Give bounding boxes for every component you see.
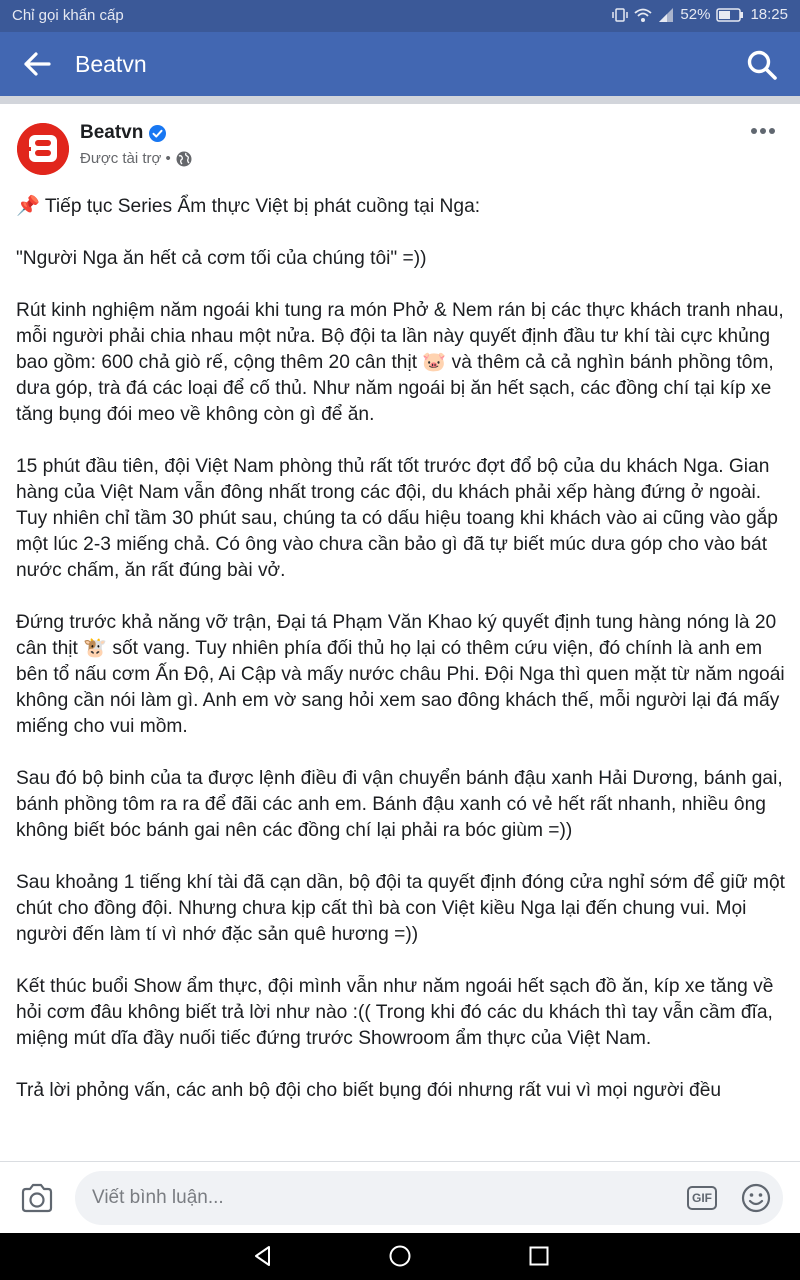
post-paragraph: Đứng trước khả năng vỡ trận, Đại tá Phạm Văn Khao ký quyết định tung hàng nóng là 20 cân thịt 🐮 sốt vang. Tuy nhiên phía đối thủ họ lại có thêm cứu viện, đó chính là anh em bên tổ nấu cơm Ấn Độ, Ai Cập và mấy nước châu Phi. Đội Nga thì quen mặt từ năm ngoái không cần nói làm gì. Anh em vờ sang hỏi xem sao đông khách thế, mỗi người lại đá mấy miếng cho vui mồm.	[16, 612, 785, 737]
gif-button[interactable]: GIF	[687, 1186, 717, 1210]
nav-home-icon[interactable]	[388, 1244, 412, 1268]
nav-back-icon[interactable]	[251, 1244, 275, 1268]
sponsored-label: Được tài trợ •	[80, 150, 171, 167]
beatvn-logo-icon	[17, 123, 69, 175]
status-icons	[612, 6, 788, 23]
post-paragraph: 15 phút đầu tiên, đội Việt Nam phòng thủ rất tốt trước đợt đổ bộ của du khách Nga. Gian hàng của Việt Nam vẫn đông nhất trong các đội, du khách phải xếp hàng đứng ở ngoài. Tuy nhiên chỉ tầm 30 phút sau, chúng ta có dấu hiệu toang khi khách vào ai cũng vào gắp một lúc 2-3 miếng chả. Có ông vào chưa cần bảo gì đã tự biết múc dưa góp cho vào bát nước chấm, ăn rất đúng bài vở.	[16, 456, 778, 581]
arrow-left-icon[interactable]	[22, 50, 52, 78]
globe-icon	[176, 151, 192, 167]
nav-recents-icon[interactable]	[527, 1244, 551, 1268]
post-meta	[80, 150, 192, 167]
post-paragraph: Sau khoảng 1 tiếng khí tài đã cạn dần, bộ đội ta quyết định đóng cửa nghỉ sớm để giữ một chút cho đồng đội. Nhưng chưa kịp cất thì bà con Việt kiều Nga lại đến chung vui. Mọi người đến làm tí vì nhớ đặc sản quê hương =))	[16, 872, 785, 945]
clock: 18:25	[750, 6, 788, 23]
camera-icon[interactable]	[20, 1183, 54, 1213]
status-bar	[0, 0, 800, 32]
battery-icon	[716, 8, 744, 22]
signal-icon	[658, 7, 674, 23]
wifi-icon	[634, 7, 652, 23]
vibrate-icon	[612, 7, 628, 23]
post-paragraph: Rút kinh nghiệm năm ngoái khi tung ra món Phở & Nem rán bị các thực khách tranh nhau, mỗi người phải chia nhau một nửa. Bộ đội ta lần này quyết định đầu tư khí tài cực khủng bao gồm: 600 chả giò rế, cộng thêm 20 cân thịt 🐷 và thêm cả cả nghìn bánh phồng tôm, dưa góp, trà đá các loại để cố thủ. Như năm ngoái bị ăn hết sạch, các đồng chí tại kíp xe tăng bụng đói meo về không còn gì để ăn.	[16, 300, 784, 425]
post-paragraph: 📌 Tiếp tục Series Ẩm thực Việt bị phát cuồng tại Nga:	[16, 196, 481, 217]
app-bar	[0, 32, 800, 96]
post-author[interactable]	[80, 122, 166, 144]
carrier-text: Chỉ gọi khẩn cấp	[12, 7, 124, 24]
post-paragraph: Trả lời phỏng vấn, các anh bộ đội cho biết bụng đói nhưng rất vui vì mọi người đều	[16, 1080, 722, 1101]
search-icon[interactable]	[746, 49, 778, 81]
battery-percent: 52%	[680, 6, 711, 23]
author-name[interactable]: Beatvn	[80, 122, 144, 143]
system-nav-bar	[0, 1233, 800, 1280]
page-title: Beatvn	[75, 51, 147, 77]
post-paragraph: "Người Nga ăn hết cả cơm tối của chúng tôi" =))	[16, 248, 427, 269]
more-horizontal-icon[interactable]	[750, 121, 776, 141]
divider	[0, 96, 800, 104]
avatar[interactable]	[17, 123, 69, 175]
post-paragraph: Sau đó bộ binh của ta được lệnh điều đi vận chuyển bánh đậu xanh Hải Dương, bánh gai, bánh phồng tôm ra ra để đãi các anh em. Bánh đậu xanh có vẻ hết rất nhanh, nhiều ông không biết bóc bánh gai nên các đồng chí lại phải ra bóc giùm =))	[16, 768, 783, 841]
post-body	[16, 194, 786, 1160]
comment-bar	[0, 1161, 800, 1234]
comment-input[interactable]	[75, 1171, 783, 1225]
post-paragraph: Kết thúc buổi Show ẩm thực, đội mình vẫn như năm ngoái hết sạch đồ ăn, kíp xe tăng về hỏi cơm đâu không biết trả lời như nào :(( Trong khi đó các du khách thì tay vẫn cầm đĩa, miệng mút dĩa đầy nuối tiếc đứng trước Showroom ẩm thực của Việt Nam.	[16, 976, 774, 1049]
smiley-icon[interactable]	[741, 1183, 771, 1213]
verified-badge-icon	[149, 125, 166, 142]
